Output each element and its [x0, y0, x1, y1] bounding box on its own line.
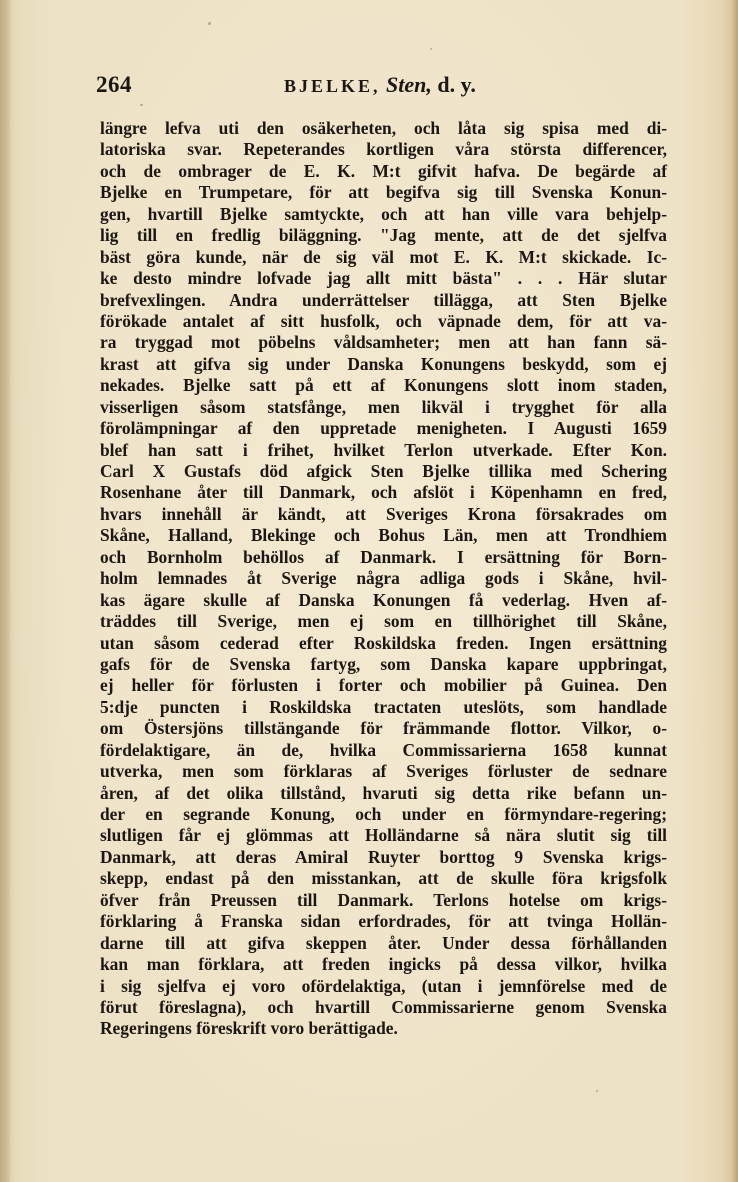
text-line: darne till att gifva skeppen åter. Under dessa förhållanden	[100, 932, 667, 953]
text-line: åren, af det olika tillstånd, hvaruti sig detta rike befann un-	[100, 782, 667, 803]
text-line: gafs för de Svenska fartyg, som Danska kapare uppbringat,	[100, 653, 667, 674]
text-line: Rosenhane åter till Danmark, och afslöt i Köpenhamn en fred,	[100, 482, 667, 503]
text-line: Bjelke en Trumpetare, för att begifva sig till Svenska Konun-	[100, 182, 667, 203]
text-line: förklaring å Franska sidan erfordrades, för att tvinga Hollän-	[100, 911, 667, 932]
text-line: längre lefva uti den osäkerheten, och låta sig spisa med di-	[100, 118, 667, 138]
text-line: latoriska svar. Repeterandes kortligen våra största differencer,	[100, 139, 667, 160]
text-line: bäst göra kunde, när de sig väl mot E. K. M:t skickade. Ic-	[100, 246, 667, 267]
text-line: utverka, men som förklaras af Sveriges förluster de sednare	[100, 761, 667, 782]
running-title-given-name: Sten,	[386, 72, 432, 97]
text-line: Carl X Gustafs död afgick Sten Bjelke tillika med Schering	[100, 461, 667, 481]
text-line: krast att gifva sig under Danska Konungens beskydd, som ej	[100, 353, 667, 374]
text-line: blef han satt i frihet, hvilket Terlon utverkade. Efter Kon.	[100, 439, 667, 460]
running-title-suffix: d. y.	[437, 72, 476, 97]
running-title	[284, 72, 476, 98]
text-line: och de ombrager de E. K. M:t gifvit hafva. De begärde af	[100, 160, 667, 181]
text-line: fördelaktigare, än de, hvilka Commissarierna 1658 kunnat	[100, 739, 667, 760]
text-line: slutligen får ej glömmas att Holländarne så nära slutit sig till	[100, 825, 667, 846]
text-line: Skåne, Halland, Blekinge och Bohus Län, men att Trondhiem	[100, 525, 667, 546]
text-line: ra tryggad mot pöbelns våldsamheter; men att han fann sä-	[100, 332, 667, 353]
page-outer-edge	[732, 0, 738, 1182]
text-line: kan man förklara, att freden ingicks på dessa vilkor, hvilka	[100, 954, 667, 975]
text-line: 5:dje puncten i Roskildska tractaten uteslöts, som handlade	[100, 696, 667, 717]
text-line: holm lemnades åt Sverige några adliga gods i Skåne, hvil-	[100, 568, 667, 589]
text-line: lig till en fredlig biläggning. "Jag mente, att de det sjelfva	[100, 225, 667, 246]
text-line: och Bornholm behöllos af Danmark. I ersättning för Born-	[100, 546, 667, 567]
text-line: brefvexlingen. Andra underrättelser tillägga, att Sten Bjelke	[100, 289, 667, 310]
running-title-name: BJELKE,	[284, 76, 381, 96]
text-line: förökade antalet af sitt husfolk, och väpnade dem, för att va-	[100, 310, 667, 331]
paper-speck	[596, 1090, 598, 1092]
paper-speck	[208, 22, 211, 25]
text-line: nekades. Bjelke satt på ett af Konungens slott inom staden,	[100, 375, 667, 396]
text-line: förolämpningar af den uppretade menigheten. I Augusti 1659	[100, 418, 667, 439]
page-number: 264	[96, 72, 132, 97]
page-gutter-edge	[0, 0, 10, 1182]
text-line: ke desto mindre lofvade jag allt mitt bästa" . . . Här slutar	[100, 268, 667, 289]
text-line: om Östersjöns tillstängande för främmande flottor. Vilkor, o-	[100, 718, 667, 739]
text-line: öfver från Preussen till Danmark. Terlons hotelse om krigs-	[100, 889, 667, 910]
paper-speck	[430, 48, 432, 50]
text-line: utan såsom cederad efter Roskildska freden. Ingen ersättning	[100, 632, 667, 653]
text-line: hvars innehåll är kändt, att Sveriges Krona försakrades om	[100, 503, 667, 524]
running-header	[96, 72, 656, 106]
text-line: Regeringens föreskrift voro berättigade.	[100, 1018, 398, 1039]
text-line: träddes till Sverige, men ej som en tillhörighet till Skåne,	[100, 611, 667, 632]
text-line: gen, hvartill Bjelke samtyckte, och att han ville vara behjelp-	[100, 203, 667, 224]
text-line: visserligen såsom statsfånge, men likväl i trygghet för alla	[100, 396, 667, 417]
text-line: ej heller för förlusten i forter och mobilier på Guinea. Den	[100, 675, 667, 696]
text-line: i sig sjelfva ej voro ofördelaktiga, (utan i jemnförelse med de	[100, 975, 667, 996]
text-line: Danmark, att deras Amiral Ruyter borttog 9 Svenska krigs-	[100, 846, 667, 867]
text-line: förut föreslagna), och hvartill Commissarierne genom Svenska	[100, 996, 667, 1017]
body-text	[100, 118, 667, 1040]
text-line: der en segrande Konung, och under en förmyndare-regering;	[100, 804, 667, 824]
text-line: skepp, endast på den misstankan, att de skulle föra krigsfolk	[100, 868, 667, 889]
text-line: kas ägare skulle af Danska Konungen få vederlag. Hven af-	[100, 589, 667, 610]
